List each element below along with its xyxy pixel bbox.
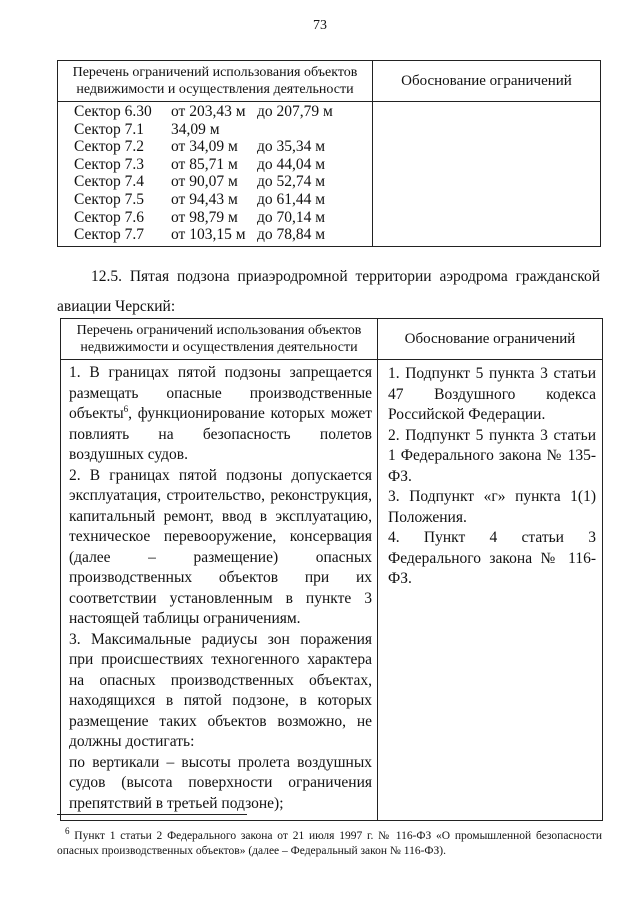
header-justification: Обоснование ограничений (373, 61, 601, 102)
sector-name: Сектор 7.6 (74, 208, 145, 226)
sector-height-from: от 34,09 м (171, 138, 238, 156)
sector-list (58, 103, 372, 244)
justification-item-1: 1. Подпункт 5 пункта 3 статьи 47 Воздушного кодекса Российской Федерации. (388, 365, 596, 423)
justification-cell (378, 360, 603, 821)
restriction-paragraph-1 (69, 363, 372, 466)
sector-height-to: до 52,74 м (257, 173, 326, 191)
sector-row (58, 138, 372, 156)
page-number: 73 (313, 18, 327, 33)
restriction-text: , функционирование которых может повлиять на безопасность полетов воздушных судов. (69, 405, 372, 463)
sector-height-to: до 35,34 м (257, 138, 326, 156)
sector-height-to: до 61,44 м (257, 190, 326, 208)
sector-row (58, 173, 372, 191)
sector-row (58, 226, 372, 244)
justification-cell-empty (373, 102, 601, 247)
header-restrictions-list: Перечень ограничений использования объектов недвижимости и осуществления деятельности (58, 61, 373, 102)
restrictions-table-zone5 (60, 318, 603, 821)
sector-height-from: от 90,07 м (171, 173, 238, 191)
sector-name: Сектор 7.7 (74, 226, 145, 244)
sector-row (58, 191, 372, 209)
footnote-marker: 6 (123, 403, 129, 414)
restriction-paragraph-4: по вертикали – высоты пролета воздушных судов (высота поверхности ограничения препятствий в третьей подзоне); (69, 753, 372, 812)
sector-height-from: от 203,43 м (171, 103, 246, 120)
sector-list-cell (58, 102, 373, 247)
restrictions-table-sectors (57, 60, 601, 247)
restriction-paragraph-2: 2. В границах пятой подзоны допускается эксплуатация, строительство, реконструкция, капитальный ремонт, ввод в эксплуатацию, техническое перевооружение, консервация (далее – размещение) опасных производственных объектов при их соответствии установленным в пункте 3 настоящей таблицы ограничениям. (69, 466, 372, 627)
justification-item-4: 4. Пункт 4 статьи 3 Федерального закона № 116-ФЗ. (388, 529, 596, 587)
header-restrictions-list: Перечень ограничений использования объектов недвижимости и осуществления деятельности (61, 319, 378, 360)
sector-height-from: 34,09 м (171, 120, 220, 138)
sector-name: Сектор 7.3 (74, 155, 145, 173)
sector-name: Сектор 7.2 (74, 138, 145, 156)
justification-item-2: 2. Подпункт 5 пункта 3 статьи 1 Федерального закона № 135-ФЗ. (388, 426, 596, 485)
footnote-divider (57, 814, 247, 815)
sector-name: Сектор 7.5 (74, 190, 145, 208)
table-header-row (58, 61, 601, 102)
sector-height-to: до 207,79 м (257, 103, 333, 120)
sector-name: Сектор 7.4 (74, 173, 145, 191)
sector-height-from: от 85,71 м (171, 155, 238, 173)
sector-name: Сектор 6.30 (74, 103, 152, 120)
table-header-row (61, 319, 603, 360)
footnote (57, 826, 602, 859)
restriction-text: 1. В границах пятой подзоны запрещается размещать опасные производственные объекты (69, 364, 372, 422)
sector-height-to: до 44,04 м (257, 155, 326, 173)
restrictions-cell (61, 360, 378, 821)
sector-height-from: от 103,15 м (171, 226, 246, 244)
sector-row (58, 209, 372, 227)
footnote-text: Пункт 1 статьи 2 Федерального закона от 21 июля 1997 г. № 116-ФЗ «О промышленной безопасности опасных производственных объектов» (далее – Федеральный закон № 116-ФЗ). (57, 830, 602, 857)
sector-row (58, 156, 372, 174)
table-row (58, 102, 601, 247)
sector-height-to: до 78,84 м (257, 226, 326, 244)
sector-height-to: до 70,14 м (257, 208, 326, 226)
restriction-paragraph-3: 3. Максимальные радиусы зон поражения при происшествиях техногенного характера на опасных производственных объектах, находящихся в пятой подзоне, в которых размещение таких объектов возможно, не должны достигать: (69, 630, 372, 750)
justification-item-3: 3. Подпункт «г» пункта 1(1) Положения. (388, 488, 596, 526)
table-row (61, 360, 603, 821)
sector-row (58, 121, 372, 139)
footnote-marker: 6 (65, 826, 70, 837)
sector-height-from: от 98,79 м (171, 208, 238, 226)
sector-height-from: от 94,43 м (171, 190, 238, 208)
sector-height-to (257, 121, 357, 139)
sector-name: Сектор 7.1 (74, 120, 145, 138)
header-justification: Обоснование ограничений (378, 319, 603, 360)
section-heading: 12.5. Пятая подзона приаэродромной территории аэродрома гражданской авиации Черский: (57, 268, 600, 315)
sector-row (58, 103, 372, 121)
